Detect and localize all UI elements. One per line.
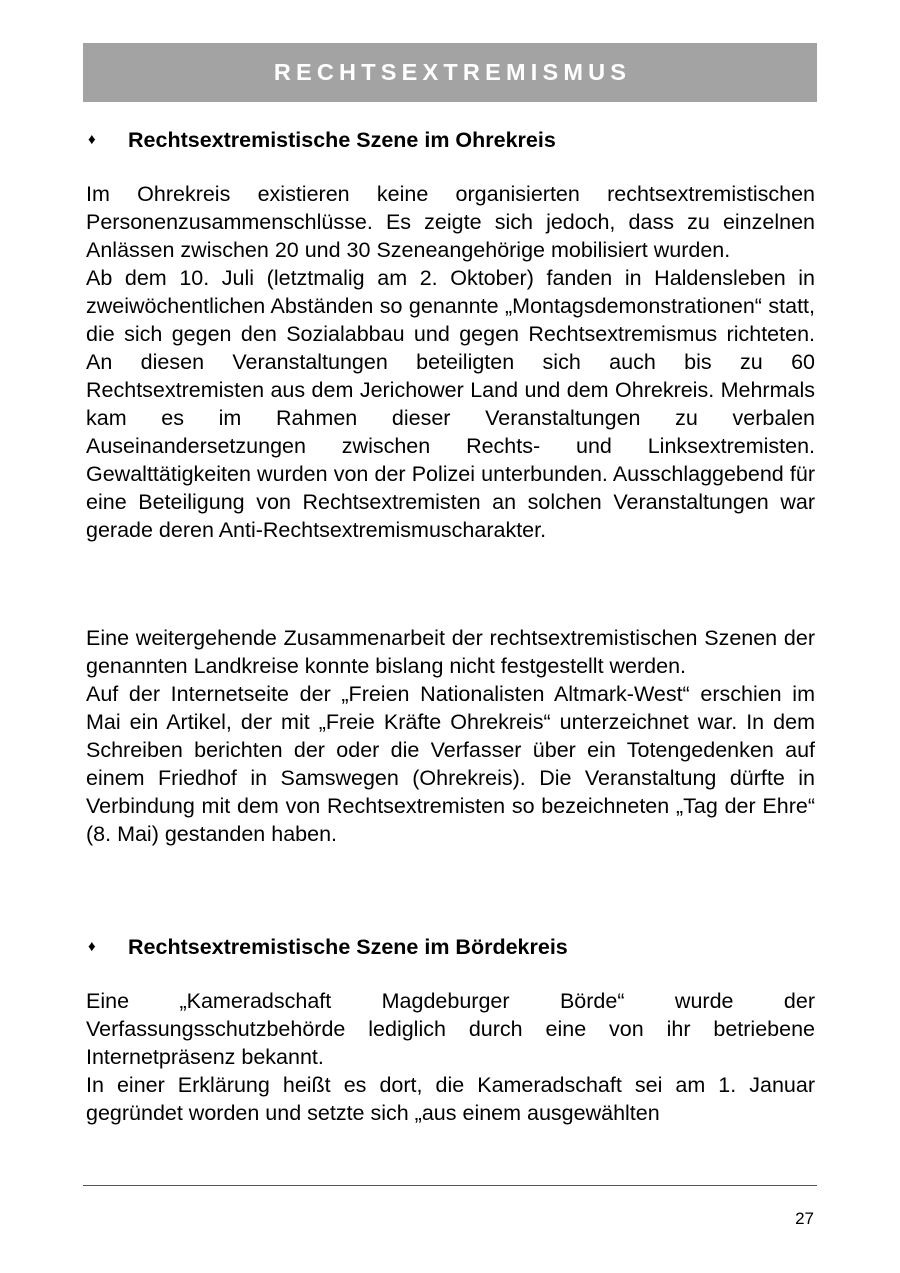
- paragraph: [86, 180, 815, 544]
- paragraph-text: Eine weitergehende Zusammenarbeit der rechtsextremistischen Szenen der genannten Landkreise konnte bislang nicht festgestellt werden.: [86, 626, 815, 678]
- footer-divider: [83, 1185, 817, 1186]
- paragraph-text: Auf der Internetseite der „Freien Nationalisten Altmark-West“ erschien im Mai ein Artikel, der mit „Freie Kräfte Ohrekreis“ unterzeichnet war. In dem Schreiben berichten der oder die Verfasser über ein Totengedenken auf einem Friedhof in Samswegen (Ohrekreis). Die Veranstaltung dürfte in Verbindung mit dem von Rechtsextremisten so bezeichneten „Tag der Ehre“ (8. Mai) gestanden haben.: [86, 682, 815, 846]
- section-heading-text: Rechtsextremistische Szene im Ohrekreis: [128, 128, 556, 152]
- paragraph-text: In einer Erklärung heißt es dort, die Kameradschaft sei am 1. Januar gegründet worden und setzte sich „aus einem ausgewählten: [86, 1073, 815, 1125]
- section-heading-text: Rechtsextremistische Szene im Bördekreis: [128, 935, 568, 959]
- chapter-banner: [83, 43, 817, 102]
- chapter-title: RECHTSEXTREMISMUS: [273, 59, 632, 85]
- section-heading-boerdekreis: [88, 933, 818, 961]
- paragraph: [86, 987, 815, 1127]
- page-number: 27: [795, 1209, 814, 1228]
- paragraph-text: Im Ohrekreis existieren keine organisierten rechtsextremistischen Personenzusammenschlüsse. Es zeigte sich jedoch, dass zu einzelnen Anlässen zwischen 20 und 30 Szeneangehörige mobilisiert wurden.: [86, 182, 815, 262]
- diamond-bullet-icon: ♦: [88, 131, 96, 148]
- paragraph-text: Ab dem 10. Juli (letztmalig am 2. Oktober) fanden in Haldensleben in zweiwöchentlichen Abständen so genannte „Montagsdemonstrationen“ statt, die sich gegen den Sozialabbau und gegen Rechtsextremismus richteten. An diesen Veranstaltungen beteiligten sich auch bis zu 60 Rechtsextremisten aus dem Jerichower Land und dem Ohrekreis. Mehrmals kam es im Rahmen dieser Veranstaltungen zu verbalen Auseinandersetzungen zwischen Rechts- und Linksextremisten. Gewalttätigkeiten wurden von der Polizei unterbunden. Ausschlaggebend für eine Beteiligung von Rechtsextremisten an solchen Veranstaltungen war gerade deren Anti-Rechtsextremismuscharakter.: [86, 266, 815, 542]
- diamond-bullet-icon: ♦: [88, 938, 96, 955]
- section-heading-ohrekreis: [88, 126, 818, 154]
- paragraph-text: Eine „Kameradschaft Magdeburger Börde“ wurde der Verfassungsschutzbehörde lediglich durch eine von ihr betriebene Internetpräsenz bekannt.: [86, 989, 815, 1069]
- paragraph: [86, 624, 815, 848]
